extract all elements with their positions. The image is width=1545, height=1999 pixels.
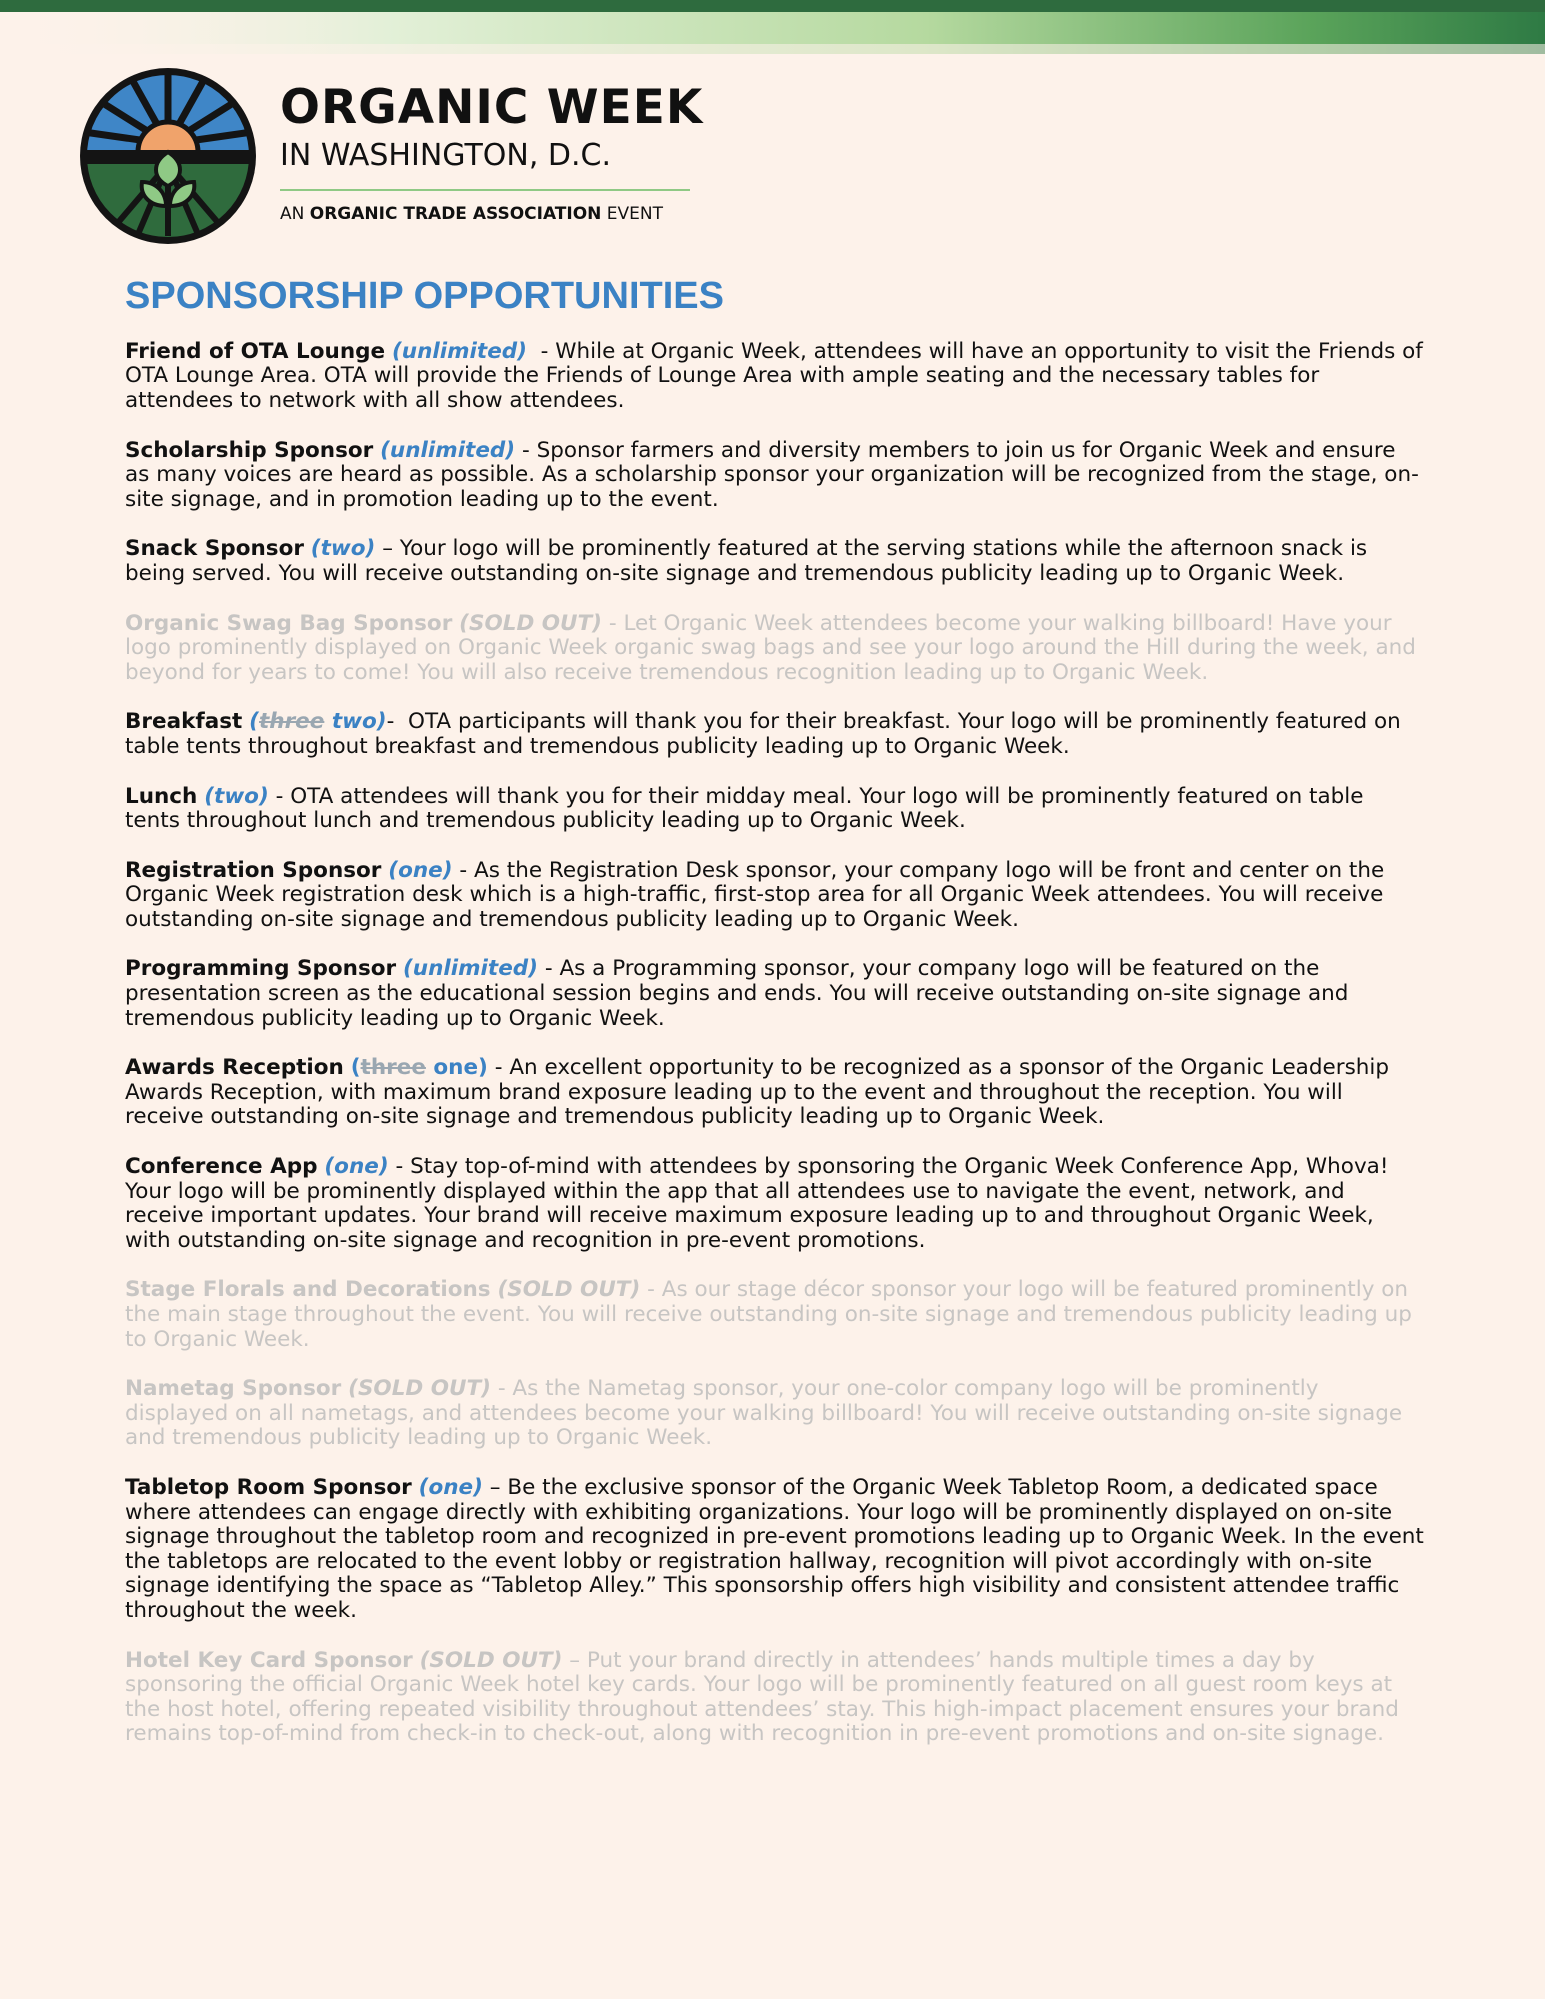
sponsorship-separator: - bbox=[452, 857, 475, 883]
sponsorship-separator: - bbox=[386, 709, 409, 735]
quantity-struck: three bbox=[259, 709, 325, 735]
sold-out-badge: (SOLD OUT) bbox=[348, 1376, 491, 1402]
sponsorship-description: As our stage décor sponsor your logo will be featured prominently on the main stage throughout the event. You will receive outstanding on-site signage and tremendous publicity leading up to Organic Week. bbox=[125, 1277, 1412, 1352]
sponsorship-description: While at Organic Week, attendees will have an opportunity to visit the Friends of OTA Lounge Area. OTA will provide the Friends of Lounge Area with ample seating and the necessary tables for attendees to network with all show attendees. bbox=[125, 338, 1423, 413]
sponsorship-separator: - bbox=[487, 1055, 510, 1081]
sponsorship-separator: - bbox=[527, 338, 556, 364]
event-wordmark bbox=[280, 80, 704, 224]
sponsorship-description: Be the exclusive sponsor of the Organic Week Tabletop Room, a dedicated space where attendees can engage directly with exhibiting organizations. Your logo will be prominently displayed on on-site signage throughout the tabletop room and recognized in pre-event promotions leading up to Organic Week. In the event the tabletops are relocated to the event lobby or registration hallway, recognition will pivot accordingly with on-site signage identifying the space as “Tabletop Alley.” This sponsorship offers high visibility and consistent attendee traffic throughout the week. bbox=[125, 1474, 1424, 1623]
sponsorship-name: Nametag Sponsor bbox=[125, 1376, 342, 1402]
sponsorship-description: As the Nametag sponsor, your one-color company logo will be prominently displayed on all nametags, and attendees become your walking billboard! You will receive outstanding on-site signage and tremendous publicity leading up to Organic Week. bbox=[125, 1376, 1403, 1451]
sponsorship-description: OTA participants will thank you for their breakfast. Your logo will be prominently featured on table tents throughout breakfast and tremendous publicity leading up to Organic Week. bbox=[125, 709, 1401, 759]
sponsorship-item-tabletop-room bbox=[125, 1476, 1425, 1624]
sponsorship-name: Stage Florals and Decorations bbox=[125, 1277, 491, 1303]
sponsorship-name: Tabletop Room Sponsor bbox=[125, 1474, 412, 1500]
top-gradient-banner bbox=[0, 0, 1545, 56]
sponsorship-name: Registration Sponsor bbox=[125, 857, 382, 883]
event-tagline bbox=[280, 204, 703, 224]
quantity-struck: three bbox=[360, 1055, 426, 1081]
sponsorship-quantity bbox=[351, 1055, 488, 1080]
sponsorship-description: Put your brand directly in attendees’ hands multiple times a day by sponsoring the official Organic Week hotel key cards. Your logo will be prominently featured on all guest room keys at the host hotel, offering repeated visibility throughout attendees’ stay. This high-impact placement ensures your brand remains top-of-mind from check-in to check-out, along with recognition in pre-event promotions and on-site signage. bbox=[125, 1647, 1399, 1747]
sponsorship-separator: - bbox=[602, 610, 624, 636]
sold-out-badge: (SOLD OUT) bbox=[419, 1647, 563, 1673]
sponsorship-description: OTA attendees will thank you for their midday meal. Your logo will be prominently featured on table tents throughout lunch and tremendous publicity leading up to Organic Week. bbox=[125, 783, 1364, 834]
quantity-open-paren: ( bbox=[249, 709, 259, 735]
sponsorship-separator: - bbox=[490, 1376, 513, 1402]
sponsorship-item-conference-app bbox=[125, 1155, 1425, 1253]
sponsorship-quantity bbox=[249, 709, 386, 734]
sponsorship-description: As the Registration Desk sponsor, your company logo will be front and center on the Organic Week registration desk which is a high-traffic, first-stop area for all Organic Week attendees. You will receive outstanding on-site signage and tremendous publicity leading up to Organic Week. bbox=[125, 857, 1385, 932]
sponsorship-description: An excellent opportunity to be recognized as a sponsor of the Organic Leadership Awards Reception, with maximum brand exposure leading up to the event and throughout the reception. You will receive outstanding on-site signage and tremendous publicity leading up to Organic Week. bbox=[125, 1055, 1390, 1130]
sponsorship-name: Organic Swag Bag Sponsor bbox=[125, 610, 453, 636]
sponsorship-quantity: (one) bbox=[324, 1154, 389, 1180]
sponsorship-item-hotel-key-card bbox=[125, 1649, 1425, 1747]
sponsorship-item-stage-florals bbox=[125, 1278, 1425, 1352]
sponsorship-separator: - bbox=[388, 1154, 411, 1180]
sponsorship-item-registration bbox=[125, 859, 1425, 933]
sponsorship-quantity: (unlimited) bbox=[391, 338, 527, 364]
sold-out-badge: (SOLD OUT) bbox=[459, 610, 603, 636]
sponsorship-name: Hotel Key Card Sponsor bbox=[125, 1647, 413, 1673]
sponsorship-item-programming bbox=[125, 957, 1425, 1031]
sponsorship-name: Friend of OTA Lounge bbox=[125, 338, 386, 364]
sold-out-badge: (SOLD OUT) bbox=[497, 1277, 641, 1303]
sponsorship-quantity: (two) bbox=[310, 536, 376, 562]
sponsorship-item-friend-of-ota-lounge bbox=[125, 340, 1425, 414]
sponsorship-separator: – bbox=[562, 1647, 587, 1673]
organic-week-logo-icon bbox=[78, 66, 258, 246]
sponsorship-item-nametag bbox=[125, 1377, 1425, 1451]
sponsorship-item-swag-bag bbox=[125, 612, 1425, 686]
wordmark-divider bbox=[280, 189, 690, 191]
sponsorship-item-lunch bbox=[125, 785, 1425, 834]
sponsorship-description: Your logo will be prominently featured at the serving stations while the afternoon snack is being served. You will receive outstanding on-site signage and tremendous publicity leading up to Organic Week. bbox=[125, 536, 1368, 586]
sponsorship-description: Stay top-of-mind with attendees by sponsoring the Organic Week Conference App, Whova! Your logo will be prominently displayed within the app that all attendees use to navigate the event, network, and receive important updates. Your brand will receive maximum exposure leading up to and throughout Organic Week, with outstanding on-site signage and recognition in pre-event promotions. bbox=[125, 1154, 1389, 1253]
sponsorship-separator: - bbox=[538, 956, 560, 982]
quantity-current: two) bbox=[324, 709, 387, 735]
sponsorship-name: Snack Sponsor bbox=[125, 536, 304, 562]
sponsorship-name: Lunch bbox=[125, 783, 198, 809]
sponsorship-description: Let Organic Week attendees become your walking billboard! Have your logo prominently displayed on Organic Week organic swag bags and see your logo around the Hill during the week, and beyond for years to come! You will also receive tremendous recognition leading up to Organic Week. bbox=[125, 610, 1416, 685]
sponsorship-name: Conference App bbox=[125, 1154, 318, 1180]
sponsorship-name: Scholarship Sponsor bbox=[125, 437, 374, 463]
event-location: IN WASHINGTON, D.C. bbox=[280, 138, 612, 173]
event-title: ORGANIC WEEK bbox=[280, 80, 704, 135]
tagline-suffix: EVENT bbox=[601, 204, 664, 224]
sponsorship-item-breakfast bbox=[125, 710, 1425, 759]
sponsorship-quantity: (one) bbox=[418, 1474, 483, 1500]
tagline-prefix: AN bbox=[280, 204, 310, 224]
sponsorship-section bbox=[125, 276, 1425, 1772]
sponsorship-quantity: (unlimited) bbox=[380, 437, 516, 463]
sponsorship-item-scholarship bbox=[125, 439, 1425, 513]
sponsorship-separator: - bbox=[268, 783, 291, 809]
event-header bbox=[78, 66, 778, 246]
quantity-current: one) bbox=[425, 1055, 488, 1081]
tagline-org: ORGANIC TRADE ASSOCIATION bbox=[309, 204, 602, 224]
section-heading: SPONSORSHIP OPPORTUNITIES bbox=[125, 275, 724, 317]
sponsorship-quantity: (unlimited) bbox=[402, 956, 538, 982]
sponsorship-description: As a Programming sponsor, your company logo will be featured on the presentation screen as the educational session begins and ends. You will receive outstanding on-site signage and tremendous publicity leading up to Organic Week. bbox=[125, 956, 1349, 1031]
sponsorship-separator: – bbox=[482, 1474, 508, 1500]
sponsorship-name: Programming Sponsor bbox=[125, 956, 397, 982]
sponsorship-quantity: (two) bbox=[204, 783, 269, 809]
sponsorship-name: Breakfast bbox=[125, 709, 243, 735]
sponsorship-separator: - bbox=[640, 1277, 662, 1303]
sponsorship-item-awards-reception bbox=[125, 1056, 1425, 1130]
sponsorship-separator: - bbox=[515, 437, 537, 463]
sponsorship-quantity: (one) bbox=[388, 857, 453, 883]
sponsorship-description: Sponsor farmers and diversity members to join us for Organic Week and ensure as many voices are heard as possible. As a scholarship sponsor your organization will be recognized from the stage, on-site signage, and in promotion leading up to the event. bbox=[125, 437, 1419, 512]
quantity-open-paren: ( bbox=[350, 1055, 361, 1081]
sponsorship-item-snack bbox=[125, 537, 1425, 586]
sponsorship-separator: – bbox=[375, 536, 400, 562]
sponsorship-name: Awards Reception bbox=[125, 1055, 344, 1081]
